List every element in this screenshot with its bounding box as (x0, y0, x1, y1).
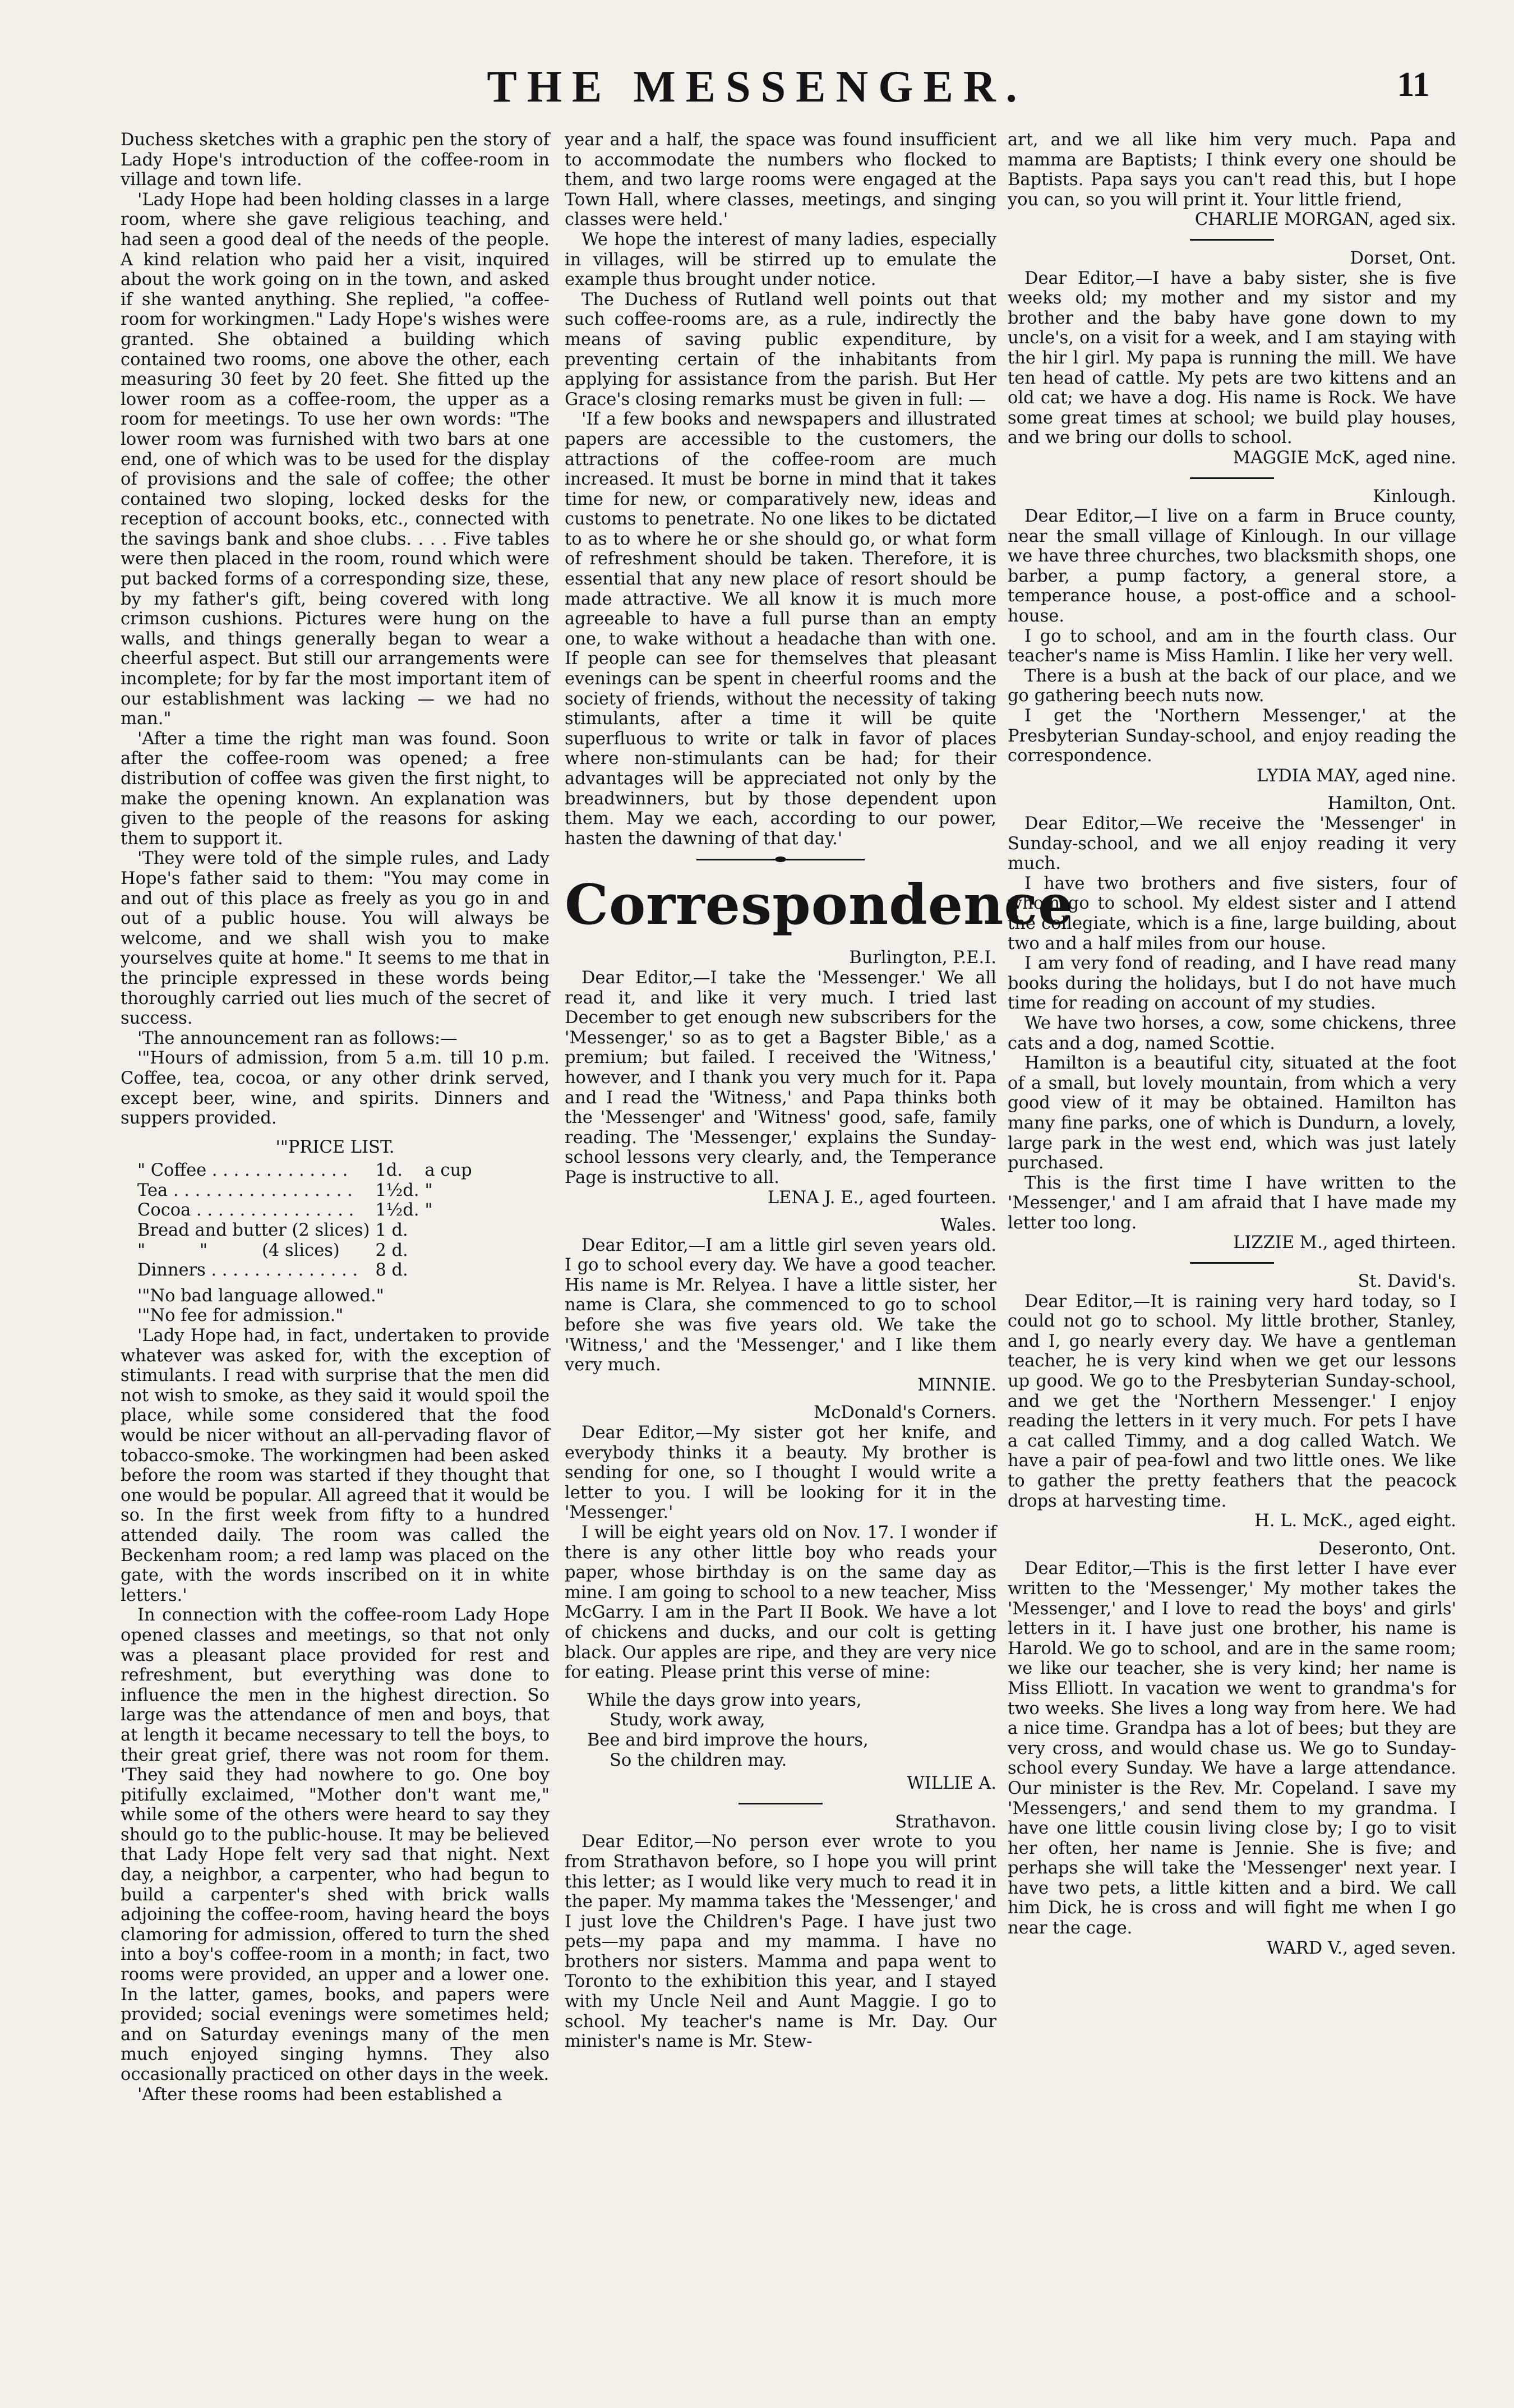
letter-body: Dear Editor,—We receive the 'Messenger' in Sunday-school, and we all enjoy reading it very much. (1008, 814, 1456, 874)
letter-place: Wales. (940, 1215, 996, 1236)
price-item: Tea . . . . . . . . . . . . . . . . . (137, 1180, 353, 1200)
letter-body: art, and we all like him very much. Papa and mamma are Baptists; I think every one should be Baptists. Papa says you can't read this, but I hope you can, so you will print it. Your little friend, (1008, 130, 1456, 210)
letter-body: Dear Editor,—I live on a farm in Bruce county, near the small village of Kinlough. In our village we have three churches, two blacksmith shops, one barber, a pump factory, a general store, a temperance house, a post-office and a school-house. (1008, 507, 1456, 627)
article-paragraph: 'Lady Hope had been holding classes in a large room, where she gave religious teaching, and had seen a good deal of the needs of the people. A kind relation who paid her a visit, inquired about the work going on in the town, and asked if she wanted anything. She replied, "a coffee-room for workingmen." Lady Hope's wishes were granted. She obtained a building which contained two rooms, one above the other, each measuring 30 feet by 20 feet. She fitted up the lower room as a coffee-room, the upper as a room for meetings. To use her own words: "The lower room was furnished with two bars at one end, one of which was to be used for the display of provisions and the sale of coffee; the other contained two sloping, locked desks for the reception of account books, etc., connected with the savings bank and shoe clubs. . . . Five tables were then placed in the room, round which were put backed forms of a corresponding size, these, by my father's gift, being covered with long crimson cushions. Pictures were hung on the walls, and things generally began to wear a cheerful aspect. But still our arrangements were incomplete; for by far the most important item of our establishment was lacking — we had no man." (121, 190, 550, 729)
letter-place: St. David's. (1358, 1272, 1456, 1292)
letter-divider (1190, 477, 1274, 479)
price-unit (425, 1260, 478, 1281)
price-list-title: '"PRICE LIST. (275, 1137, 395, 1157)
price-row (137, 1181, 478, 1201)
poem-line: While the days grow into years, (587, 1690, 862, 1710)
price-unit (425, 1221, 478, 1241)
price-item: Bread and butter (2 slices) (137, 1221, 370, 1241)
letter-body: Dear Editor,—It is raining very hard today, so I could not go to school. My little brother, Stanley, and I, go nearly every day. We have a gentleman teacher, he is very kind when we get our lessons up good. We go to the Presbyterian Sunday-school, and we get the 'Northern Messenger.' I enjoy reading the letters in it very much. For pets I have a cat called Timmy, and a dog called Watch. We have a pair of pea-fowl and two little ones. We like to gather the pretty feathers that the peacock drops at harvesting time. (1008, 1291, 1456, 1511)
price-value: 1½d. (375, 1200, 419, 1221)
poem-verse (587, 1691, 996, 1770)
price-item: Cocoa . . . . . . . . . . . . . . . (137, 1200, 354, 1221)
letter-body: Dear Editor,—I am a little girl seven years old. I go to school every day. We have a good teacher. His name is Mr. Relyea. I have a little sister, her name is Clara, she commenced to go to school before she was five years old. We take the 'Witness,' and the 'Messenger,' and I like them very much. (565, 1235, 996, 1375)
letter-place: Strathavon. (895, 1812, 996, 1832)
poem-line: Study, work away, (610, 1710, 765, 1730)
article-paragraph: The Duchess of Rutland well points out that such coffee-rooms are, as a rule, indirectly the means of saving public expenditure, by preventing certain of the inhabitants from applying for assistance from the parish. But Her Grace's closing remarks must be given in full: — (565, 289, 996, 409)
letter-body: I get the 'Northern Messenger,' at the Presbyterian Sunday-school, and enjoy reading the correspondence. (1008, 706, 1456, 766)
letter-body: I go to school, and am in the fourth class. Our teacher's name is Miss Hamlin. I like her very well. (1008, 626, 1456, 666)
letter-body: Hamilton is a beautiful city, situated at the foot of a small, but lovely mountain, from which a very good view of it may be obtained. Hamilton has many fine parks, one of which is Dundurn, a lovely, large park in the west end, which was just lately purchased. (1008, 1053, 1456, 1173)
price-row (137, 1161, 478, 1181)
article-paragraph: '"No bad language allowed." (137, 1286, 384, 1306)
letter-divider (1190, 1262, 1274, 1264)
letter-place: McDonald's Corners. (814, 1403, 996, 1423)
correspondence-heading: Correspondence (565, 873, 1074, 938)
section-divider (696, 857, 865, 862)
price-unit (425, 1241, 478, 1261)
letter-signature: CHARLIE MORGAN, aged six. (1194, 210, 1456, 230)
price-item: Dinners . . . . . . . . . . . . . . (137, 1260, 358, 1281)
letter-divider (1190, 239, 1274, 241)
newspaper-title: THE MESSENGER. (487, 62, 1027, 112)
letter-body: Dear Editor,—My sister got her knife, and everybody thinks it a beauty. My brother is sending for one, so I thought I would write a letter to you. I will be looking for it in the 'Messenger.' (565, 1423, 996, 1523)
price-unit: a cup (424, 1161, 472, 1181)
letter-signature: H. L. McK., aged eight. (1254, 1511, 1456, 1531)
letter-body: Dear Editor,—I take the 'Messenger.' We all read it, and like it very much. I tried last December to get enough new subscribers for the 'Messenger,' so as to get a Bagster Bible,' as a premium; but failed. I received the 'Witness,' however, and I thank you very much for it. Papa and I read the 'Witness,' and Papa thinks both the 'Messenger' and 'Witness' good, safe, family reading. The 'Messenger,' explains the Sunday-school lessons very clearly, and, the Temperance Page is instructive to all. (565, 968, 996, 1187)
poem-line: Bee and bird improve the hours, (587, 1730, 869, 1750)
article-paragraph: 'They were told of the simple rules, and Lady Hope's father said to them: "You may come in and out of this place as freely as you go in and out of a public house. You will always be welcome, and we shall wish you to make yourselves quite at home." It seems to me that in the principle expressed in these words being thoroughly carried out lies much of the secret of success. (121, 849, 550, 1029)
price-list-table (137, 1161, 478, 1281)
article-paragraph: 'After a time the right man was found. Soon after the coffee-room was opened; a free distribution of coffee was given the first night, to make the opening known. An explanation was given to the people of the reasons for asking them to support it. (121, 729, 550, 849)
letter-body: I am very fond of reading, and I have read many books during the holidays, but I do not have much time for reading on account of my studies. (1008, 954, 1456, 1014)
price-row (137, 1241, 478, 1261)
letter-place: Dorset, Ont. (1350, 248, 1456, 268)
column-right (1008, 130, 1456, 1958)
page-number: 11 (1397, 66, 1430, 104)
letter-signature: MAGGIE McK, aged nine. (1233, 448, 1456, 468)
letter-signature: WILLIE A. (907, 1774, 996, 1794)
price-row (137, 1221, 478, 1241)
article-paragraph: In connection with the coffee-room Lady Hope opened classes and meetings, so that not only was a pleasant place provided for rest and refreshment, but everything was done to influence the men in the highest direction. So large was the attendance of men and boys, that at length it became necessary to tell the boys, to their great grief, there was not room for them. 'They said they had nowhere to go. One boy pitifully exclaimed, "Mother don't want me," while some of the others were heard to say they should go to the public-house. It may be believed that Lady Hope felt very sad that night. Next day, a neighbor, a carpenter, who had begun to build a carpenter's shed with brick walls adjoining the coffee-room, having heard the boys clamoring for admission, offered to turn the shed into a boy's coffee-room in a month; in fact, two rooms were provided, an upper and a lower one. In the latter, games, books, and papers were provided; social evenings were sometimes held; and on Saturday evenings many of the men much enjoyed singing hymns. They also occasionally practiced on other days in the week. (121, 1605, 550, 2084)
article-paragraph: '"Hours of admission, from 5 a.m. till 10 p.m. Coffee, tea, cocoa, or any other drink served, except beer, wine, and spirits. Dinners and suppers provided. (121, 1048, 550, 1129)
letter-body: This is the first time I have written to the 'Messenger,' and I am afraid that I have made my letter too long. (1008, 1173, 1456, 1233)
article-paragraph: 'The announcement ran as follows:— (137, 1028, 458, 1048)
masthead (0, 62, 1514, 129)
article-paragraph: 'If a few books and newspapers and illustrated papers are accessible to the customers, the attractions of the coffee-room are much increased. It must be borne in mind that it takes time for new, or comparatively new, ideas and customs to penetrate. No one likes to be dictated to as to where he or she should go, or what form of refreshment should be taken. Therefore, it is essential that any new place of resort should be made attractive. We all know it is much more agreeable to have a full purse than an empty one, to wake without a headache than with one. If people can see for themselves that pleasant evenings can be spent in cheerful rooms and the society of friends, without the necessity of taking stimulants, after a time it will be quite superfluous to write or talk in favor of places where non-stimulants can be had; for their advantages will be appreciated not only by the breadwinners, but by those dependent upon them. May we each, according to our power, hasten the dawning of that day.' (565, 409, 996, 849)
column-left (121, 130, 550, 2105)
price-row (137, 1200, 478, 1221)
price-value: 1½d. (375, 1180, 419, 1200)
price-value: 1 d. (375, 1221, 408, 1241)
price-value: 2 d. (375, 1240, 408, 1260)
price-item: " Coffee . . . . . . . . . . . . . (137, 1161, 348, 1181)
letter-signature: LIZZIE M., aged thirteen. (1233, 1233, 1456, 1253)
article-paragraph: Duchess sketches with a graphic pen the story of Lady Hope's introduction of the coffee-room in village and town life. (121, 130, 550, 190)
price-unit: " (424, 1180, 433, 1200)
price-value: 8 d. (375, 1260, 408, 1281)
letter-body: Dear Editor,—I have a baby sister, she is five weeks old; my mother and my sistor and my brother and the baby have gone down to my uncle's, on a visit for a week, and I am staying with the hir l girl. My papa is running the mill. We have ten head of cattle. My pets are two kittens and an old cat; we have a dog. His name is Rock. We have some great times at school; we build play houses, and we bring our dolls to school. (1008, 268, 1456, 448)
letter-body: Dear Editor,—This is the first letter I have ever written to the 'Messenger,' My mother takes the 'Messenger,' and I love to read the boys' and girls' letters in it. I have just one brother, his name is Harold. We go to school, and are in the same room; we like our teacher, she is very kind; her name is Miss Elliott. In vacation we went to grandma's for two weeks. She lives a long way from here. We had a nice time. Grandpa has a lot of bees; but they are very cross, and would chase us. We go to Sunday-school every Sunday. We have a large attendance. Our minister is the Rev. Mr. Copeland. I save my 'Messengers,' and send them to my grandma. I have one little cousin living close by; I go to visit her often, her name is Jennie. She is five; and perhaps she will take the 'Messenger' next year. I have two pets, a little kitten and a bird. We call him Dick, he is cross and will fight me when I go near the cage. (1008, 1559, 1456, 1939)
letter-divider (738, 1803, 823, 1804)
letter-body: I have two brothers and five sisters, four of whom go to school. My eldest sister and I attend the collegiate, which is a fine, large building, about two and a half miles from our house. (1008, 873, 1456, 954)
article-paragraph: 'Lady Hope had, in fact, undertaken to provide whatever was asked for, with the exception of stimulants. I read with surprise that the men did not wish to smoke, as they said it would spoil the place, while some considered that the food would be nicer without an all-pervading flavor of tobacco-smoke. The workingmen had been asked before the room was started if they thought that one would be popular. All agreed that it would be so. In the first week from fifty to a hundred attended daily. The room was called the Beckenham room; a red lamp was placed on the gate, with the words inscribed on it in white letters.' (121, 1326, 550, 1605)
letter-body: Dear Editor,—No person ever wrote to you from Strathavon before, so I hope you will print this letter; as I would like very much to read it in the paper. My mamma takes the 'Messenger,' and I just love the Children's Page. I have just two pets—my papa and my mamma. I have no brothers nor sisters. Mamma and papa went to Toronto to the exhibition this year, and I stayed with my Uncle Neil and Aunt Maggie. I go to school. My teacher's name is Mr. Day. Our minister's name is Mr. Stew- (565, 1832, 996, 2052)
price-row (137, 1260, 478, 1281)
article-paragraph: We hope the interest of many ladies, especially in villages, will be stirred up to emulate the example thus brought under notice. (565, 229, 996, 290)
price-unit: " (424, 1200, 433, 1221)
letter-body: There is a bush at the back of our place, and we go gathering beech nuts now. (1008, 666, 1456, 706)
article-paragraph: '"No fee for admission." (137, 1306, 344, 1326)
letter-signature: LYDIA MAY, aged nine. (1256, 766, 1456, 786)
column-middle (565, 130, 1074, 2052)
poem-line: So the children may. (610, 1750, 787, 1770)
letter-body: We have two horses, a cow, some chickens, three cats and a dog, named Scottie. (1008, 1013, 1456, 1053)
letter-signature: MINNIE. (917, 1375, 996, 1395)
letter-place: Hamilton, Ont. (1327, 794, 1456, 814)
price-item: " " (4 slices) (137, 1240, 340, 1260)
price-value: 1d. (375, 1161, 403, 1181)
letter-place: Deseronto, Ont. (1318, 1539, 1456, 1559)
letter-signature: WARD V., aged seven. (1266, 1938, 1456, 1958)
article-paragraph: 'After these rooms had been established a (137, 2084, 502, 2105)
letter-body: I will be eight years old on Nov. 17. I wonder if there is any other little boy who reads your paper, whose birthday is on the same day as mine. I am going to school to a new teacher, Miss McGarry. I am in the Part II Book. We have a lot of chickens and ducks, and our colt is getting black. Our apples are ripe, and they are very nice for eating. Please print this verse of mine: (565, 1523, 996, 1683)
letter-signature: LENA J. E., aged fourteen. (767, 1187, 996, 1208)
letter-place: Kinlough. (1373, 486, 1456, 507)
letter-place: Burlington, P.E.I. (849, 948, 996, 968)
article-paragraph: year and a half, the space was found insufficient to accommodate the numbers who flocked to them, and two large rooms were engaged at the Town Hall, where classes, meetings, and singing classes were held.' (565, 130, 996, 230)
